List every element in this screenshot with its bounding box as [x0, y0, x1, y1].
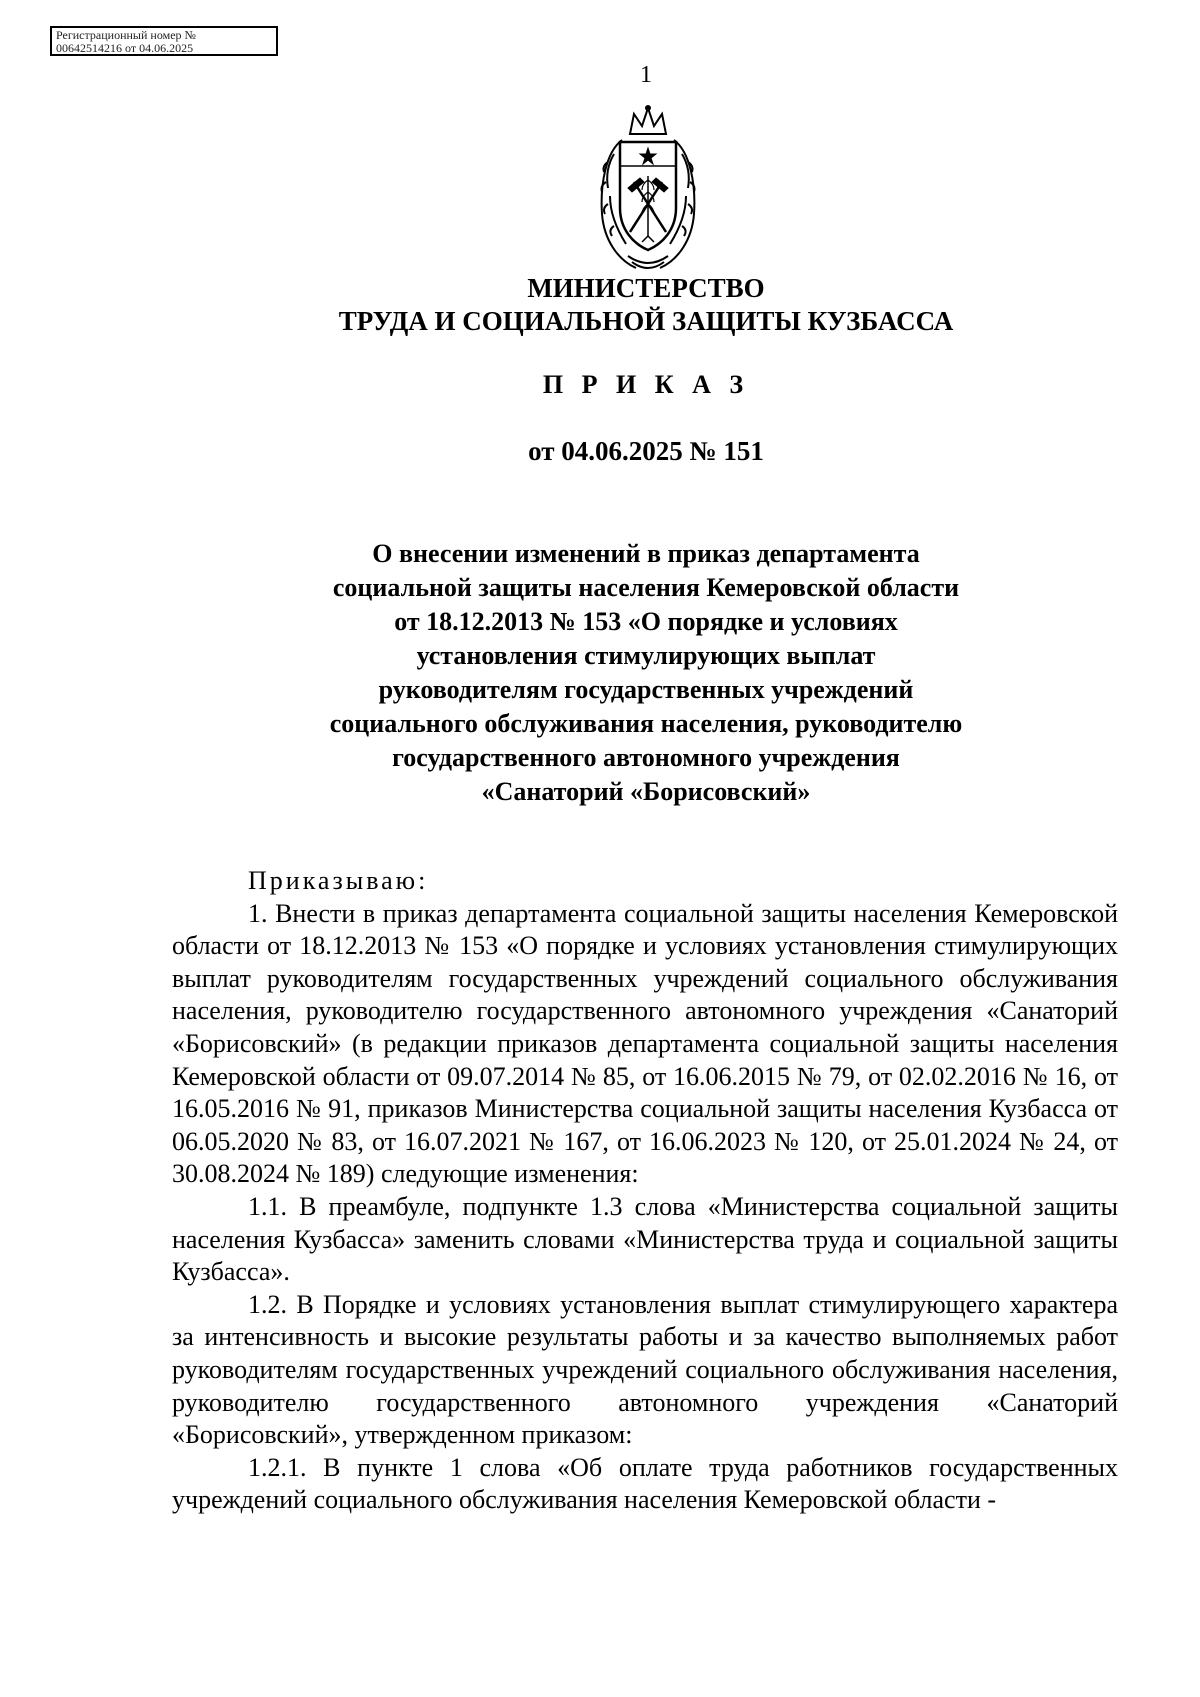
kuzbass-coat-of-arms-icon [592, 104, 704, 272]
subject-line: руководителям государственных учреждений [378, 675, 914, 704]
subject-line: «Санаторий «Борисовский» [481, 777, 811, 806]
registration-line-1: Регистрационный номер № [56, 28, 196, 42]
registration-stamp [50, 26, 278, 56]
subject-line: О внесении изменений в приказ департамента [372, 539, 920, 568]
decree-word: Приказываю: [248, 866, 429, 895]
subject-line: установления стимулирующих выплат [416, 641, 876, 670]
body-paragraph: 1.2. В Порядке и условиях установления выплат стимулирующего характера за интенсивность и высокие результаты работы и за качество выполняемых работ руководителям государственных учреждений социального обслуживания населения, руководителю государственного автономного учреждения «Санаторий «Борисовский», утвержденном приказом: [172, 1289, 1118, 1450]
order-date-number: от 04.06.2025 № 151 [528, 436, 764, 466]
body-paragraph: 1. Внести в приказ департамента социальной защиты населения Кемеровской области от 18.12.2013 № 153 «О порядке и условиях установления стимулирующих выплат руководителям государственных учреждений социального обслуживания населения, руководителю государственного автономного учреждения «Санаторий «Борисовский» (в редакции приказов департамента социальной защиты населения Кемеровской области от 09.07.2014 № 85, от 16.06.2015 № 79, от 02.02.2016 № 16, от 16.05.2016 № 91, приказов Министерства социальной защиты населения Кузбасса от 06.05.2020 № 83, от 16.07.2021 № 167, от 16.06.2023 № 120, от 25.01.2024 № 24, от 30.08.2024 № 189) следующие изменения: [172, 898, 1118, 1189]
page-number: 1 [640, 62, 652, 88]
body-paragraph: 1.2.1. В пункте 1 слова «Об оплате труда работников государственных учреждений социального обслуживания населения Кемеровской области - [172, 1452, 1118, 1515]
subject-line: государственного автономного учреждения [392, 743, 900, 772]
ministry-line-2: ТРУДА И СОЦИАЛЬНОЙ ЗАЩИТЫ КУЗБАССА [338, 306, 954, 336]
ministry-line-1: МИНИСТЕРСТВО [527, 273, 765, 303]
subject-line: от 18.12.2013 № 153 «О порядке и условиях [394, 607, 898, 636]
document-type-title: П Р И К А З [542, 370, 750, 399]
subject-line: социальной защиты населения Кемеровской области [332, 573, 960, 602]
registration-line-2: 00642514216 от 04.06.2025 [56, 41, 194, 55]
ministry-name [0, 272, 1200, 338]
order-body [172, 865, 1118, 1517]
order-subject [0, 537, 1200, 809]
subject-line: социального обслуживания населения, руководителю [329, 709, 963, 738]
body-paragraph: 1.1. В преамбуле, подпункте 1.3 слова «Министерства социальной защиты населения Кузбасса» заменить словами «Министерства труда и социальной защиты Кузбасса». [172, 1191, 1118, 1287]
